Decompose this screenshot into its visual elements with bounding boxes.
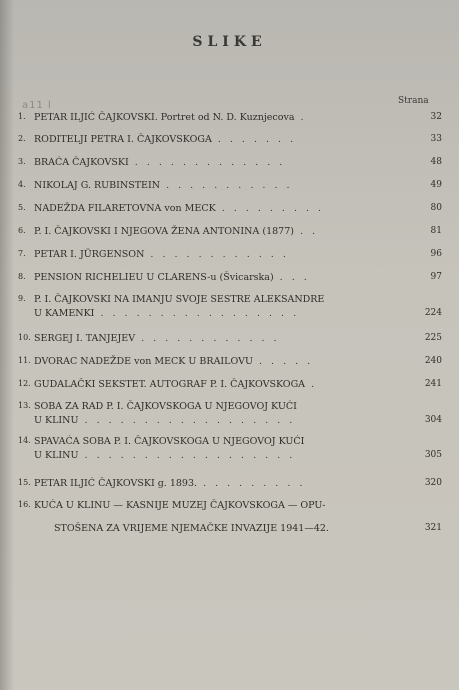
page-number: 305	[424, 450, 442, 460]
item-title: P. I. ČAJKOVSKI I NJEGOVA ŽENA ANTONINA (1877) . .	[34, 226, 319, 237]
item-number: 11.	[18, 356, 31, 365]
page-number: 81	[430, 226, 442, 236]
page-number: 304	[424, 415, 442, 425]
item-title: SERGEJ I. TANJEJEV . . . . . . . . . . . .	[34, 333, 280, 344]
item-title-continued: STOŠENA ZA VRIJEME NJEMAČKE INVAZIJE 1941—42.	[54, 523, 329, 534]
leader-dots: . . . . .	[252, 356, 314, 367]
leader-dots: . . . . . . .	[211, 134, 297, 145]
item-title: PETAR I. JÜRGENSON . . . . . . . . . . . .	[34, 249, 289, 260]
item-title-continued: U KLINU . . . . . . . . . . . . . . . . . .	[34, 415, 296, 426]
page-number: 97	[430, 272, 442, 282]
leader-dots: . . . . . . . . . . . .	[144, 249, 289, 260]
item-number: 10.	[18, 333, 31, 342]
page-column-header: Strana	[398, 96, 429, 106]
item-number: 15.	[18, 478, 31, 487]
leader-dots: .	[305, 379, 318, 390]
item-title: KUĆA U KLINU — KASNIJE MUZEJ ČAJKOVSKOGA — OPU-	[34, 500, 326, 511]
page-number: 241	[424, 379, 442, 389]
item-number: 9.	[18, 294, 26, 303]
page-title: SLIKE	[192, 34, 267, 50]
page-number: 225	[424, 333, 442, 343]
page-number: 48	[430, 157, 442, 167]
item-title: PETAR ILJIĆ ČAJKOVSKI. Portret od N. D. Kuznjecova .	[34, 112, 307, 123]
item-number: 6.	[18, 226, 26, 235]
item-title: P. I. ČAJKOVSKI NA IMANJU SVOJE SESTRE ALEKSANDRE	[34, 294, 325, 305]
page-number: 32	[430, 112, 442, 122]
item-number: 14.	[18, 436, 31, 445]
item-title-continued: U KLINU . . . . . . . . . . . . . . . . . .	[34, 450, 296, 461]
page-number: 320	[424, 478, 442, 488]
leader-dots: . . . . . . . . .	[215, 203, 325, 214]
item-number: 8.	[18, 272, 26, 281]
page-edge-shadow	[0, 0, 14, 690]
page-number: 321	[424, 523, 442, 533]
leader-dots: . .	[293, 226, 319, 237]
item-title: PENSION RICHELIEU U CLARENS-u (Švicarska) . . .	[34, 272, 310, 283]
page-number: 224	[424, 308, 442, 318]
leader-dots: . . . . . . . . . . . . . . . . .	[94, 308, 300, 319]
item-number: 3.	[18, 157, 26, 166]
item-number: 4.	[18, 180, 26, 189]
leader-dots: . . . . . . . . . . . . . . . . . .	[78, 450, 296, 461]
item-number: 2.	[18, 134, 26, 143]
leader-dots: . . . . . . . . . . . . . . . . . .	[78, 415, 296, 426]
leader-dots: . . . . . . . . . . . .	[135, 333, 280, 344]
item-title: GUDALAČKI SEKSTET. AUTOGRAF P. I. ČAJKOVSKOGA .	[34, 379, 318, 390]
item-title: NADEŽDA FILARETOVNA von MECK . . . . . . . . .	[34, 203, 325, 214]
leader-dots: . . . . . . . . .	[197, 478, 306, 489]
item-number: 5.	[18, 203, 26, 212]
page-number: 80	[430, 203, 442, 213]
item-title: SPAVAĆA SOBA P. I. ČAJKOVSKOGA U NJEGOVOJ KUĆI	[34, 436, 305, 447]
item-number: 16.	[18, 500, 31, 509]
item-title-continued: U KAMENKI . . . . . . . . . . . . . . . . .	[34, 308, 300, 319]
item-title: SOBA ZA RAD P. I. ČAJKOVSKOGA U NJEGOVOJ KUĆI	[34, 401, 297, 412]
item-title: DVORAC NADEŽDE von MECK U BRAILOVU . . . . .	[34, 356, 314, 367]
leader-dots: . . .	[273, 272, 310, 283]
item-title: PETAR ILJIĆ ČAJKOVSKI g. 1893. . . . . . . . . .	[34, 478, 306, 489]
pencil-annotation: a11 l	[22, 100, 52, 111]
item-number: 13.	[18, 401, 31, 410]
item-title: RODITELJI PETRA I. ČAJKOVSKOGA . . . . . . .	[34, 134, 297, 145]
item-title: NIKOLAJ G. RUBINSTEIN . . . . . . . . . . .	[34, 180, 293, 191]
leader-dots: . . . . . . . . . . .	[160, 180, 293, 191]
item-number: 1.	[18, 112, 26, 121]
page-number: 96	[430, 249, 442, 259]
item-number: 12.	[18, 379, 31, 388]
item-title: BRAĆA ČAJKOVSKI . . . . . . . . . . . . .	[34, 157, 286, 168]
leader-dots: . . . . . . . . . . . . .	[128, 157, 286, 168]
page-number: 240	[424, 356, 442, 366]
page-number: 33	[430, 134, 442, 144]
item-number: 7.	[18, 249, 26, 258]
leader-dots: .	[294, 112, 307, 123]
page-number: 49	[430, 180, 442, 190]
